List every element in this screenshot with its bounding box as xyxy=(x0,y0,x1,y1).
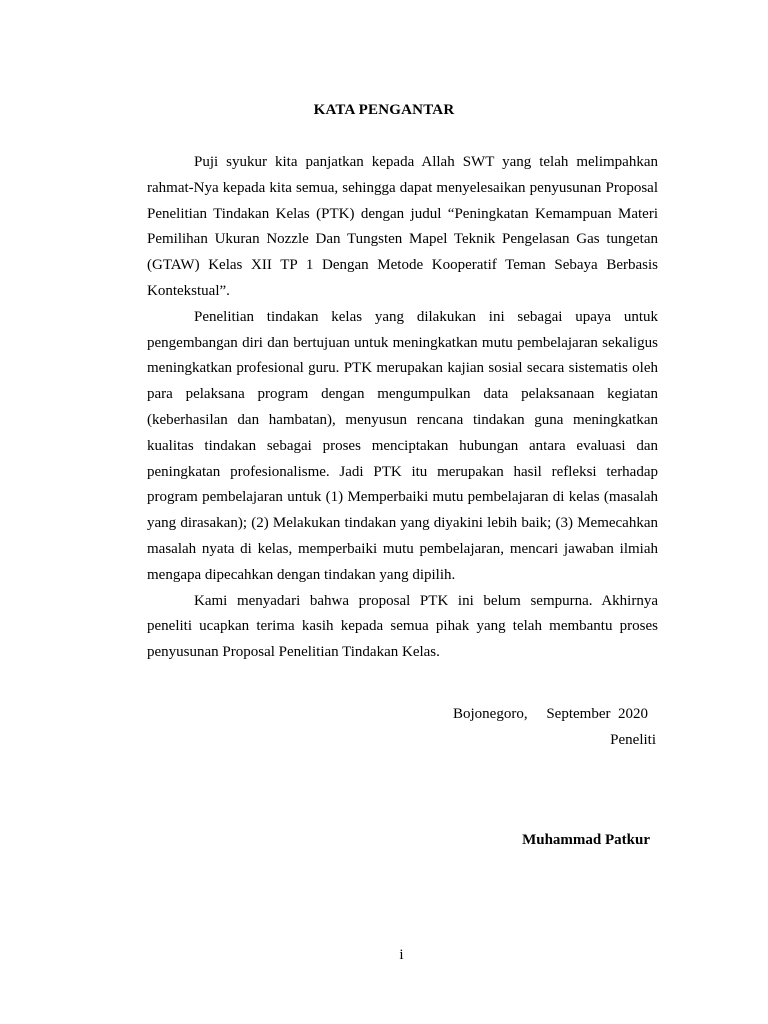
paragraph-ptk-description: Penelitian tindakan kelas yang dilakukan ini sebagai upaya untuk pengembangan diri dan bertujuan untuk meningkatkan mutu pembelajaran sekaligus meningkatkan profesional guru. PTK merupakan kajian sosial secara sistematis oleh para pelaksana program dengan mengumpulkan data pelaksanaan kegiatan (keberhasilan dan hambatan), menyusun rencana tindakan guna meningkatkan kualitas tindakan sebagai proses menciptakan hubungan antara evaluasi dan peningkatan profesionalisme. Jadi PTK itu merupakan hasil refleksi terhadap program pembelajaran untuk (1) Memperbaiki mutu pembelajaran di kelas (masalah yang dirasakan); (2) Melakukan tindakan yang diyakini lebih baik; (3) Memecahkan masalah nyata di kelas, memperbaiki mutu pembelajaran, mencari jawaban ilmiah mengapa dipecahkan dengan tindakan yang dipilih. xyxy=(147,308,658,583)
signature-name: Muhammad Patkur xyxy=(522,832,650,848)
paragraph-closing: Kami menyadari bahwa proposal PTK ini belum sempurna. Akhirnya peneliti ucapkan terima kasih kepada semua pihak yang telah membantu proses penyusunan Proposal Penelitian Tindakan Kelas. xyxy=(147,592,658,661)
page-title: KATA PENGANTAR xyxy=(313,102,455,118)
signature-role: Peneliti xyxy=(610,732,656,748)
document-body xyxy=(147,150,658,666)
signature-place-date: Bojonegoro, September 2020 xyxy=(453,706,648,722)
paragraph-gratitude: Puji syukur kita panjatkan kepada Allah SWT yang telah melimpahkan rahmat-Nya kepada kita semua, sehingga dapat menyelesaikan penyusunan Proposal Penelitian Tindakan Kelas (PTK) dengan judul “Peningkatan Kemampuan Materi Pemilihan Ukuran Nozzle Dan Tungsten Mapel Teknik Pengelasan Gas tungetan (GTAW) Kelas XII TP 1 Dengan Metode Kooperatif Teman Sebaya Berbasis Kontekstual”. xyxy=(147,154,658,299)
page-number: i xyxy=(399,947,404,963)
